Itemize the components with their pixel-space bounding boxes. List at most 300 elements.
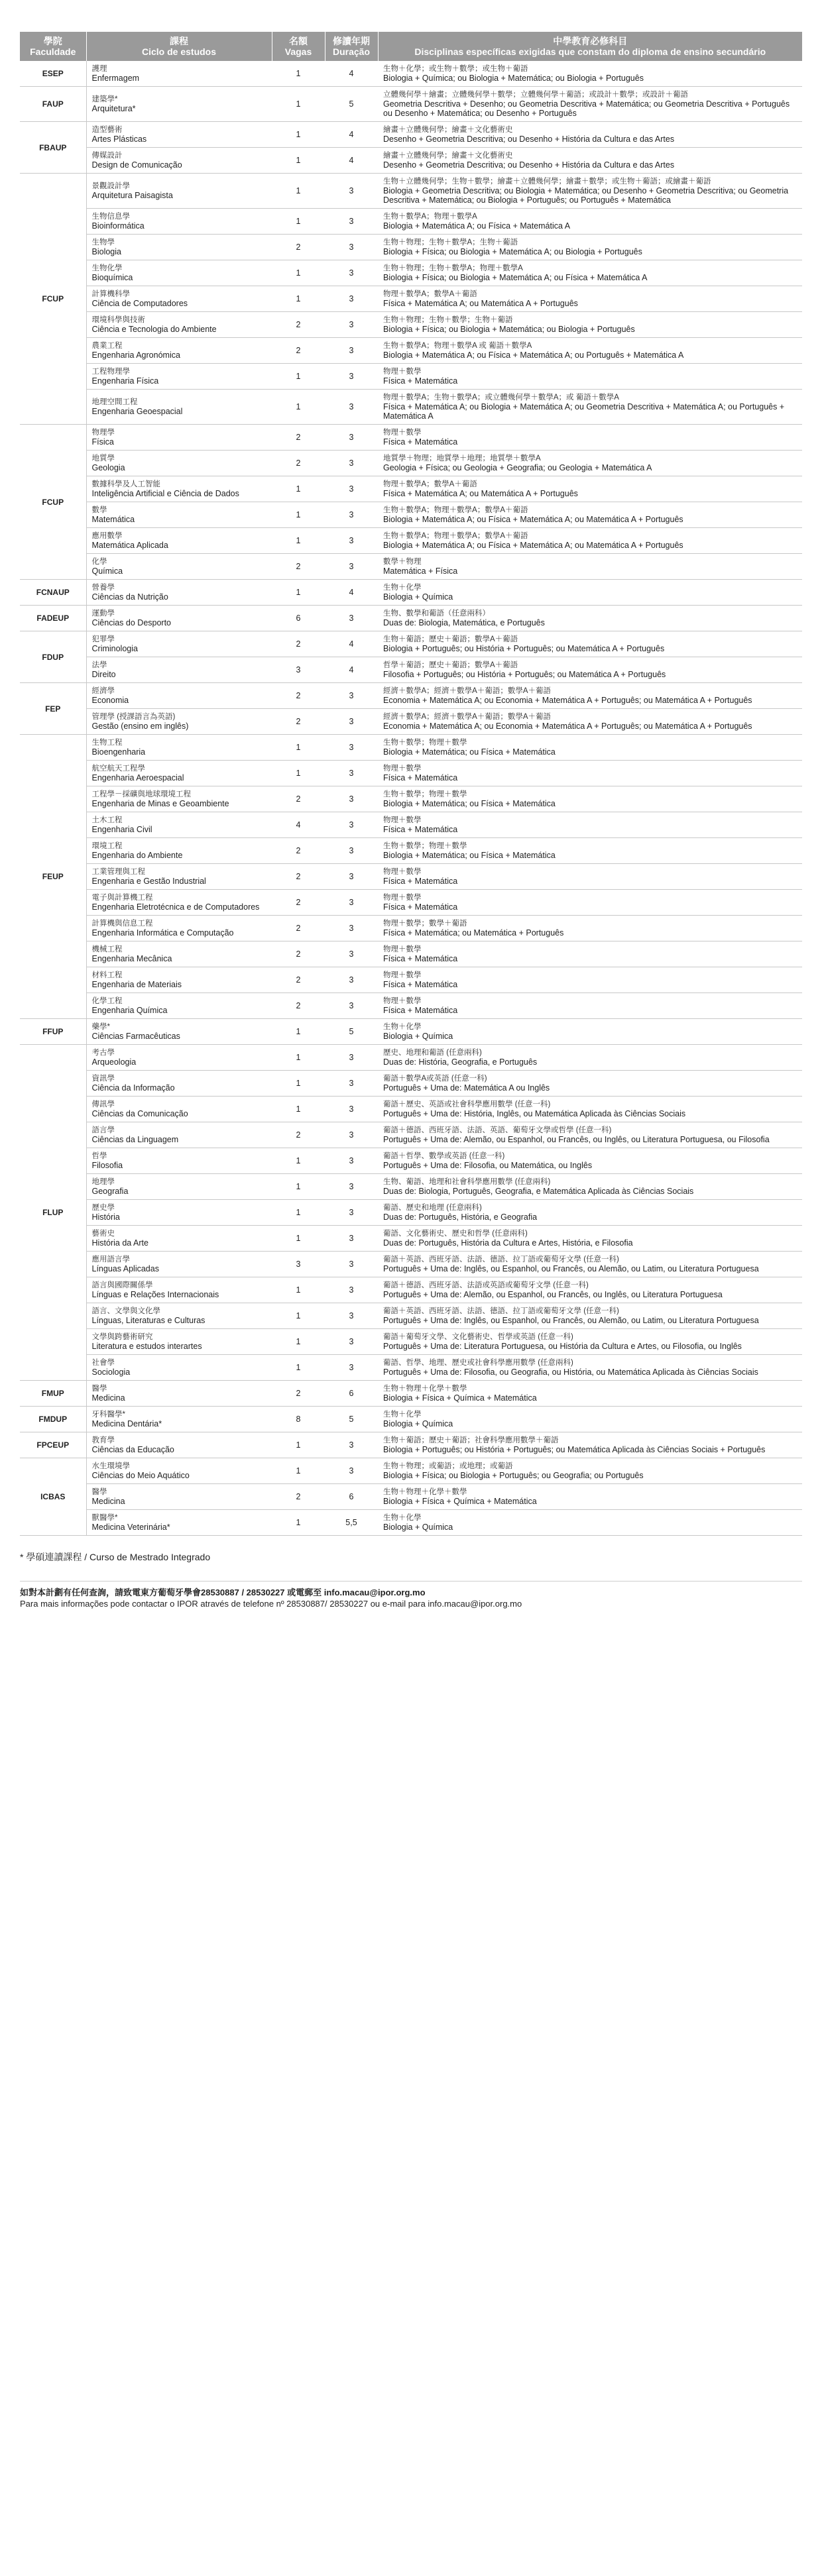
course-name-pt: Sociologia	[91, 1368, 131, 1377]
duration-cell: 3	[325, 1200, 378, 1226]
requirements-pt: Física + Matemática	[383, 954, 458, 963]
requirements-zh: 生物、數學和葡語（任意兩科）	[383, 610, 490, 617]
faculty-cell: FADEUP	[20, 606, 86, 631]
faculty-cell: FAUP	[20, 87, 86, 122]
course-name-zh: 語言與國際關係學	[91, 1281, 153, 1289]
duration-cell: 3	[325, 735, 378, 761]
requirements-zh: 生物＋數學A；物理＋數學A 或 葡語＋數學A	[383, 342, 532, 350]
faculty-cell: FMDUP	[20, 1407, 86, 1432]
faculty-cell: FLUP	[20, 1045, 86, 1381]
course-name-zh: 運動學	[91, 610, 115, 617]
table-row	[20, 890, 802, 916]
requirements-cell	[378, 1226, 802, 1252]
requirements-cell	[378, 286, 802, 312]
requirements-zh: 生物＋數學；物理＋數學	[383, 739, 467, 747]
course-cell	[86, 260, 272, 286]
course-name-zh: 景觀設計學	[91, 182, 130, 190]
table-row	[20, 1174, 802, 1200]
duration-cell: 3	[325, 709, 378, 735]
course-name-zh: 機械工程	[91, 945, 123, 953]
course-cell	[86, 967, 272, 993]
requirements-zh: 生物＋化學；或生物＋數學；或生物＋葡語	[383, 65, 528, 73]
requirements-zh: 生物＋葡語；歷史＋葡語；社會科學應用數學＋葡語	[383, 1436, 559, 1444]
requirements-cell	[378, 1174, 802, 1200]
faculty-cell: FEP	[20, 683, 86, 735]
requirements-pt: Duas de: Português, História da Cultura e Artes, História, e Filosofia	[383, 1238, 633, 1248]
requirements-cell	[378, 1071, 802, 1097]
course-name-zh: 地理空間工程	[91, 398, 138, 406]
requirements-pt: Português + Uma de: Matemática A ou Inglês	[383, 1083, 550, 1093]
table-row	[20, 1303, 802, 1329]
course-cell	[86, 476, 272, 502]
course-name-zh: 考古學	[91, 1049, 115, 1057]
requirements-pt: Biologia + Química	[383, 592, 453, 602]
table-row	[20, 338, 802, 364]
course-name-pt: Medicina	[91, 1497, 125, 1506]
requirements-cell	[378, 657, 802, 683]
table-row	[20, 1252, 802, 1277]
table-row	[20, 993, 802, 1019]
course-cell	[86, 580, 272, 606]
course-cell	[86, 1148, 272, 1174]
table-row	[20, 657, 802, 683]
requirements-pt: Física + Matemática	[383, 902, 458, 912]
header-faculty: 學院 Faculdade	[20, 32, 86, 61]
course-cell	[86, 657, 272, 683]
course-name-pt: Engenharia Eletrotécnica e de Computadores	[91, 902, 260, 912]
course-name-pt: Criminologia	[91, 644, 138, 653]
vagas-cell: 1	[272, 1148, 325, 1174]
course-name-zh: 生物信息學	[91, 213, 130, 221]
table-row	[20, 1019, 802, 1045]
vagas-cell: 1	[272, 528, 325, 554]
table-row	[20, 61, 802, 87]
table-row	[20, 580, 802, 606]
faculty-cell: FFUP	[20, 1019, 86, 1045]
duration-cell: 3	[325, 554, 378, 580]
course-cell	[86, 122, 272, 148]
course-cell	[86, 890, 272, 916]
duration-cell: 3	[325, 993, 378, 1019]
requirements-pt: Português + Uma de: Inglês, ou Espanhol, ou Francês, ou Alemão, ou Latim, ou Literatura Portuguesa	[383, 1316, 759, 1325]
requirements-cell	[378, 761, 802, 786]
faculty-cell: FCUP	[20, 174, 86, 425]
course-name-zh: 語言學	[91, 1126, 115, 1134]
duration-cell: 3	[325, 786, 378, 812]
course-name-pt: Física	[91, 437, 114, 447]
vagas-cell: 2	[272, 451, 325, 476]
requirements-zh: 物理＋數學	[383, 765, 422, 773]
requirements-pt: Biologia + Matemática A; ou Física + Matemática A; ou Matemática A + Português	[383, 541, 683, 550]
requirements-pt: Física + Matemática	[383, 825, 458, 834]
course-name-zh: 歷史學	[91, 1204, 115, 1212]
table-row	[20, 554, 802, 580]
vagas-cell: 2	[272, 890, 325, 916]
requirements-pt: Biologia + Química	[383, 1523, 453, 1532]
requirements-zh: 生物＋物理；或葡語；或地理；或葡語	[383, 1462, 513, 1470]
duration-cell: 3	[325, 1303, 378, 1329]
requirements-pt: Física + Matemática A; ou Matemática A + Português	[383, 299, 578, 308]
table-row	[20, 1458, 802, 1484]
requirements-pt: Matemática + Física	[383, 566, 458, 576]
course-name-pt: Geografia	[91, 1187, 129, 1196]
course-name-zh: 數據科學及人工智能	[91, 480, 160, 488]
requirements-cell	[378, 631, 802, 657]
requirements-cell	[378, 61, 802, 87]
requirements-cell	[378, 709, 802, 735]
course-name-zh: 經濟學	[91, 687, 115, 695]
requirements-zh: 經濟＋數學A；經濟＋數學A＋葡語；數學A＋葡語	[383, 713, 552, 721]
vagas-cell: 1	[272, 1200, 325, 1226]
requirements-cell	[378, 916, 802, 941]
requirements-pt: Desenho + Geometria Descritiva; ou Desenho + História da Cultura e das Artes	[383, 160, 675, 170]
duration-cell: 3	[325, 1329, 378, 1355]
course-name-pt: Engenharia Agronómica	[91, 350, 180, 360]
course-name-zh: 材料工程	[91, 971, 123, 979]
requirements-zh: 生物＋立體幾何學；生物＋數學；繪畫＋立體幾何學；繪畫＋數學；或生物＋葡語；或繪畫＋葡語	[383, 178, 711, 186]
requirements-pt: Português + Uma de: Filosofia, ou Matemática, ou Inglês	[383, 1161, 593, 1170]
requirements-zh: 立體幾何學＋繪畫；立體幾何學＋數學；立體幾何學＋葡語；或設計＋數學；或設計＋葡語	[383, 91, 688, 99]
requirements-zh: 生物＋數學A；物理＋數學A；數學A＋葡語	[383, 506, 528, 514]
course-name-pt: Medicina Veterinária*	[91, 1523, 170, 1532]
vagas-cell: 2	[272, 864, 325, 890]
duration-cell: 3	[325, 235, 378, 260]
duration-cell: 4	[325, 631, 378, 657]
requirements-zh: 生物＋數學；物理＋數學	[383, 790, 467, 798]
vagas-cell: 1	[272, 502, 325, 528]
vagas-cell: 1	[272, 122, 325, 148]
duration-cell: 3	[325, 425, 378, 451]
requirements-cell	[378, 148, 802, 174]
course-name-zh: 傳媒設計	[91, 152, 123, 160]
requirements-pt: Filosofia + Português; ou História + Português; ou Matemática A + Português	[383, 670, 666, 679]
requirements-zh: 生物＋葡語；歷史＋葡語；數學A＋葡語	[383, 635, 518, 643]
requirements-zh: 生物＋數學A；物理＋數學A	[383, 213, 477, 221]
header-vagas: 名額 Vagas	[272, 32, 325, 61]
requirements-pt: Biologia + Física; ou Biologia + Português; ou Geografia; ou Português	[383, 1471, 644, 1480]
requirements-zh: 葡語＋德語、西班牙語、法語、英語、葡萄牙文學或哲學 (任意一科)	[383, 1126, 612, 1134]
requirements-cell	[378, 1329, 802, 1355]
course-cell	[86, 993, 272, 1019]
course-name-pt: Engenharia Mecânica	[91, 954, 172, 963]
duration-cell: 3	[325, 312, 378, 338]
course-cell	[86, 554, 272, 580]
requirements-pt: Biologia + Física + Química + Matemática	[383, 1497, 537, 1506]
course-name-zh: 法學	[91, 661, 107, 669]
table-row	[20, 786, 802, 812]
course-name-pt: Arquitetura Paisagista	[91, 191, 173, 200]
requirements-cell	[378, 338, 802, 364]
requirements-zh: 物理＋數學	[383, 997, 422, 1005]
requirements-pt: Biologia + Física; ou Biologia + Matemática A; ou Biologia + Português	[383, 247, 642, 256]
course-cell	[86, 1226, 272, 1252]
faculty-cell: FEUP	[20, 735, 86, 1019]
vagas-cell: 2	[272, 631, 325, 657]
requirements-cell	[378, 1045, 802, 1071]
requirements-cell	[378, 451, 802, 476]
requirements-zh: 葡語＋德語、西班牙語、法語或英語或葡萄牙文學 (任意一科)	[383, 1281, 589, 1289]
course-name-zh: 生物學	[91, 239, 115, 246]
requirements-cell	[378, 390, 802, 425]
table-row	[20, 312, 802, 338]
requirements-zh: 生物＋物理＋化學＋數學	[383, 1488, 467, 1496]
course-name-pt: Línguas Aplicadas	[91, 1264, 159, 1273]
requirements-zh: 地質學＋物理；地質學＋地理；地質學＋數學A	[383, 455, 541, 462]
requirements-zh: 葡語、歷史和地理 (任意兩科)	[383, 1204, 482, 1212]
course-name-zh: 環境工程	[91, 842, 123, 850]
table-row	[20, 1148, 802, 1174]
vagas-cell: 2	[272, 338, 325, 364]
table-row	[20, 174, 802, 209]
header-requirements: 中學教育必修科目 Disciplinas específicas exigidas que constam do diploma de ensino secundário	[378, 32, 802, 61]
course-cell	[86, 812, 272, 838]
table-header	[20, 32, 802, 61]
requirements-zh: 生物＋化學	[383, 584, 422, 592]
course-cell	[86, 502, 272, 528]
course-cell	[86, 87, 272, 122]
requirements-pt: Biologia + Física + Química + Matemática	[383, 1393, 537, 1403]
requirements-zh: 葡語＋葡萄牙文學、文化藝術史、哲學或英語 (任意一科)	[383, 1333, 573, 1341]
duration-cell: 3	[325, 390, 378, 425]
course-cell	[86, 709, 272, 735]
courses-table	[20, 32, 802, 1536]
requirements-pt: Duas de: Biologia, Matemática, e Português	[383, 618, 545, 627]
course-cell	[86, 61, 272, 87]
vagas-cell: 1	[272, 209, 325, 235]
course-name-pt: Design de Comunicação	[91, 160, 182, 170]
vagas-cell: 1	[272, 1329, 325, 1355]
duration-cell: 3	[325, 451, 378, 476]
vagas-cell: 1	[272, 260, 325, 286]
requirements-pt: Português + Uma de: Inglês, ou Espanhol, ou Francês, ou Alemão, ou Latim, ou Literatura Portuguesa	[383, 1264, 759, 1273]
course-name-zh: 物理學	[91, 429, 115, 437]
faculty-cell: FDUP	[20, 631, 86, 683]
course-name-zh: 醫學	[91, 1385, 107, 1393]
duration-cell: 3	[325, 528, 378, 554]
table-row	[20, 364, 802, 390]
table-row	[20, 864, 802, 890]
course-cell	[86, 235, 272, 260]
requirements-pt: Física + Matemática	[383, 980, 458, 989]
table-row	[20, 631, 802, 657]
course-cell	[86, 1381, 272, 1407]
course-cell	[86, 312, 272, 338]
header-course: 課程 Ciclo de estudos	[86, 32, 272, 61]
vagas-cell: 2	[272, 235, 325, 260]
course-cell	[86, 338, 272, 364]
faculty-cell: FPCEUP	[20, 1432, 86, 1458]
course-cell	[86, 761, 272, 786]
course-name-zh: 計算機與信息工程	[91, 920, 153, 928]
course-name-pt: Gestão (ensino em inglês)	[91, 722, 189, 731]
course-name-zh: 造型藝術	[91, 126, 123, 134]
vagas-cell: 1	[272, 1303, 325, 1329]
requirements-pt: Física + Matemática A; ou Matemática A + Português	[383, 489, 578, 498]
table-row	[20, 709, 802, 735]
vagas-cell: 1	[272, 1097, 325, 1122]
course-name-pt: Engenharia e Gestão Industrial	[91, 877, 206, 886]
course-name-pt: Direito	[91, 670, 116, 679]
course-cell	[86, 1019, 272, 1045]
duration-cell: 3	[325, 683, 378, 709]
vagas-cell: 1	[272, 61, 325, 87]
course-name-pt: Engenharia de Materiais	[91, 980, 182, 989]
vagas-cell: 2	[272, 312, 325, 338]
course-name-pt: Inteligência Artificial e Ciência de Dados	[91, 489, 239, 498]
vagas-cell: 1	[272, 735, 325, 761]
requirements-pt: Geometria Descritiva + Desenho; ou Geometria Descritiva + Matemática; ou Geometria Descritiva + Português ou Desenho + Matemática; ou Desenho + Português	[383, 99, 790, 118]
table-row	[20, 260, 802, 286]
duration-cell: 3	[325, 864, 378, 890]
requirements-pt: Biologia + Química	[383, 1032, 453, 1041]
duration-cell: 3	[325, 606, 378, 631]
course-name-pt: Engenharia Informática e Computação	[91, 928, 234, 938]
course-cell	[86, 1484, 272, 1510]
vagas-cell: 1	[272, 1355, 325, 1381]
course-name-zh: 環境科學與技術	[91, 316, 145, 324]
duration-cell: 3	[325, 761, 378, 786]
table-row	[20, 1432, 802, 1458]
vagas-cell: 8	[272, 1407, 325, 1432]
vagas-cell: 2	[272, 1122, 325, 1148]
table-row	[20, 502, 802, 528]
requirements-cell	[378, 941, 802, 967]
duration-cell: 6	[325, 1484, 378, 1510]
requirements-zh: 生物＋物理；生物＋數學A；生物＋葡語	[383, 239, 518, 246]
requirements-zh: 繪畫＋立體幾何學；繪畫＋文化藝術史	[383, 126, 513, 134]
course-name-zh: 生物工程	[91, 739, 123, 747]
table-row	[20, 286, 802, 312]
course-name-pt: Filosofia	[91, 1161, 123, 1170]
duration-cell: 5,5	[325, 1510, 378, 1536]
requirements-pt: Português + Uma de: Alemão, ou Espanhol, ou Francês, ou Inglês, ou Literatura Portuguesa	[383, 1290, 723, 1299]
requirements-cell	[378, 425, 802, 451]
course-name-zh: 牙科醫學*	[91, 1411, 125, 1419]
requirements-cell	[378, 364, 802, 390]
requirements-cell	[378, 260, 802, 286]
vagas-cell: 1	[272, 1458, 325, 1484]
course-name-pt: Engenharia Física	[91, 376, 159, 386]
requirements-cell	[378, 312, 802, 338]
course-name-pt: Engenharia do Ambiente	[91, 851, 183, 860]
course-name-zh: 地質學	[91, 455, 115, 462]
vagas-cell: 2	[272, 838, 325, 864]
requirements-pt: Duas de: Biologia, Português, Geografia, e Matemática Aplicada às Ciências Sociais	[383, 1187, 694, 1196]
requirements-cell	[378, 122, 802, 148]
contact-info	[20, 1581, 802, 1609]
course-name-pt: Ciências da Educação	[91, 1445, 174, 1454]
requirements-zh: 物理＋數學A；數學A＋葡語	[383, 290, 477, 298]
course-name-pt: Geologia	[91, 463, 125, 472]
duration-cell: 4	[325, 148, 378, 174]
course-cell	[86, 451, 272, 476]
requirements-zh: 物理＋數學	[383, 868, 422, 876]
course-name-zh: 水生環境學	[91, 1462, 130, 1470]
course-name-pt: Artes Plásticas	[91, 134, 147, 144]
duration-cell: 3	[325, 286, 378, 312]
requirements-cell	[378, 735, 802, 761]
duration-cell: 3	[325, 1122, 378, 1148]
duration-cell: 6	[325, 1381, 378, 1407]
requirements-pt: Biologia + Matemática A; ou Física + Matemática A; ou Português + Matemática A	[383, 350, 684, 360]
course-cell	[86, 838, 272, 864]
course-name-pt: Matemática	[91, 515, 135, 524]
course-name-pt: Enfermagem	[91, 74, 140, 83]
course-cell	[86, 1303, 272, 1329]
requirements-pt: Biologia + Matemática A; ou Física + Matemática A	[383, 221, 571, 231]
course-cell	[86, 683, 272, 709]
duration-cell: 3	[325, 1071, 378, 1097]
table-row	[20, 1226, 802, 1252]
requirements-zh: 生物＋數學A；物理＋數學A；數學A＋葡語	[383, 532, 528, 540]
course-name-pt: Ciência e Tecnologia do Ambiente	[91, 325, 217, 334]
faculty-cell: FCNAUP	[20, 580, 86, 606]
duration-cell: 4	[325, 580, 378, 606]
table-row	[20, 1071, 802, 1097]
duration-cell: 3	[325, 209, 378, 235]
vagas-cell: 2	[272, 1484, 325, 1510]
course-name-pt: Bioinformática	[91, 221, 145, 231]
course-cell	[86, 425, 272, 451]
vagas-cell: 1	[272, 364, 325, 390]
requirements-cell	[378, 174, 802, 209]
course-cell	[86, 1355, 272, 1381]
course-cell	[86, 735, 272, 761]
course-name-pt: Engenharia Química	[91, 1006, 168, 1015]
course-name-pt: História	[91, 1212, 120, 1222]
course-cell	[86, 364, 272, 390]
course-name-zh: 管理學 (授課語言為英語)	[91, 713, 176, 721]
course-cell	[86, 1407, 272, 1432]
course-cell	[86, 1097, 272, 1122]
course-name-zh: 傳訊學	[91, 1100, 115, 1108]
requirements-cell	[378, 235, 802, 260]
course-cell	[86, 1329, 272, 1355]
course-cell	[86, 148, 272, 174]
course-name-zh: 藥學*	[91, 1023, 110, 1031]
course-cell	[86, 209, 272, 235]
course-cell	[86, 1174, 272, 1200]
course-name-pt: Línguas e Relações Internacionais	[91, 1290, 219, 1299]
course-name-pt: Arqueologia	[91, 1057, 137, 1067]
requirements-cell	[378, 1355, 802, 1381]
requirements-zh: 物理＋數學	[383, 945, 422, 953]
vagas-cell: 2	[272, 993, 325, 1019]
course-name-zh: 哲學	[91, 1152, 107, 1160]
course-name-zh: 數學	[91, 506, 107, 514]
table-row	[20, 683, 802, 709]
requirements-cell	[378, 683, 802, 709]
requirements-zh: 經濟＋數學A；經濟＋數學A＋葡語；數學A＋葡語	[383, 687, 552, 695]
duration-cell: 3	[325, 1226, 378, 1252]
requirements-zh: 數學＋物理	[383, 558, 422, 566]
requirements-zh: 葡語、文化藝術史、歷史和哲學 (任意兩科)	[383, 1230, 528, 1238]
duration-cell: 5	[325, 1407, 378, 1432]
vagas-cell: 6	[272, 606, 325, 631]
course-name-zh: 營養學	[91, 584, 115, 592]
course-name-pt: Ciências do Desporto	[91, 618, 172, 627]
vagas-cell: 1	[272, 1510, 325, 1536]
requirements-zh: 葡語＋數學A或英語 (任意一科)	[383, 1075, 487, 1083]
duration-cell: 3	[325, 1252, 378, 1277]
course-cell	[86, 631, 272, 657]
requirements-pt: Biologia + Matemática; ou Física + Matemática	[383, 747, 556, 757]
duration-cell: 3	[325, 1432, 378, 1458]
faculty-cell: FBAUP	[20, 122, 86, 174]
course-name-pt: Ciências da Linguagem	[91, 1135, 179, 1144]
course-name-zh: 應用數學	[91, 532, 123, 540]
course-name-zh: 犯罪學	[91, 635, 115, 643]
